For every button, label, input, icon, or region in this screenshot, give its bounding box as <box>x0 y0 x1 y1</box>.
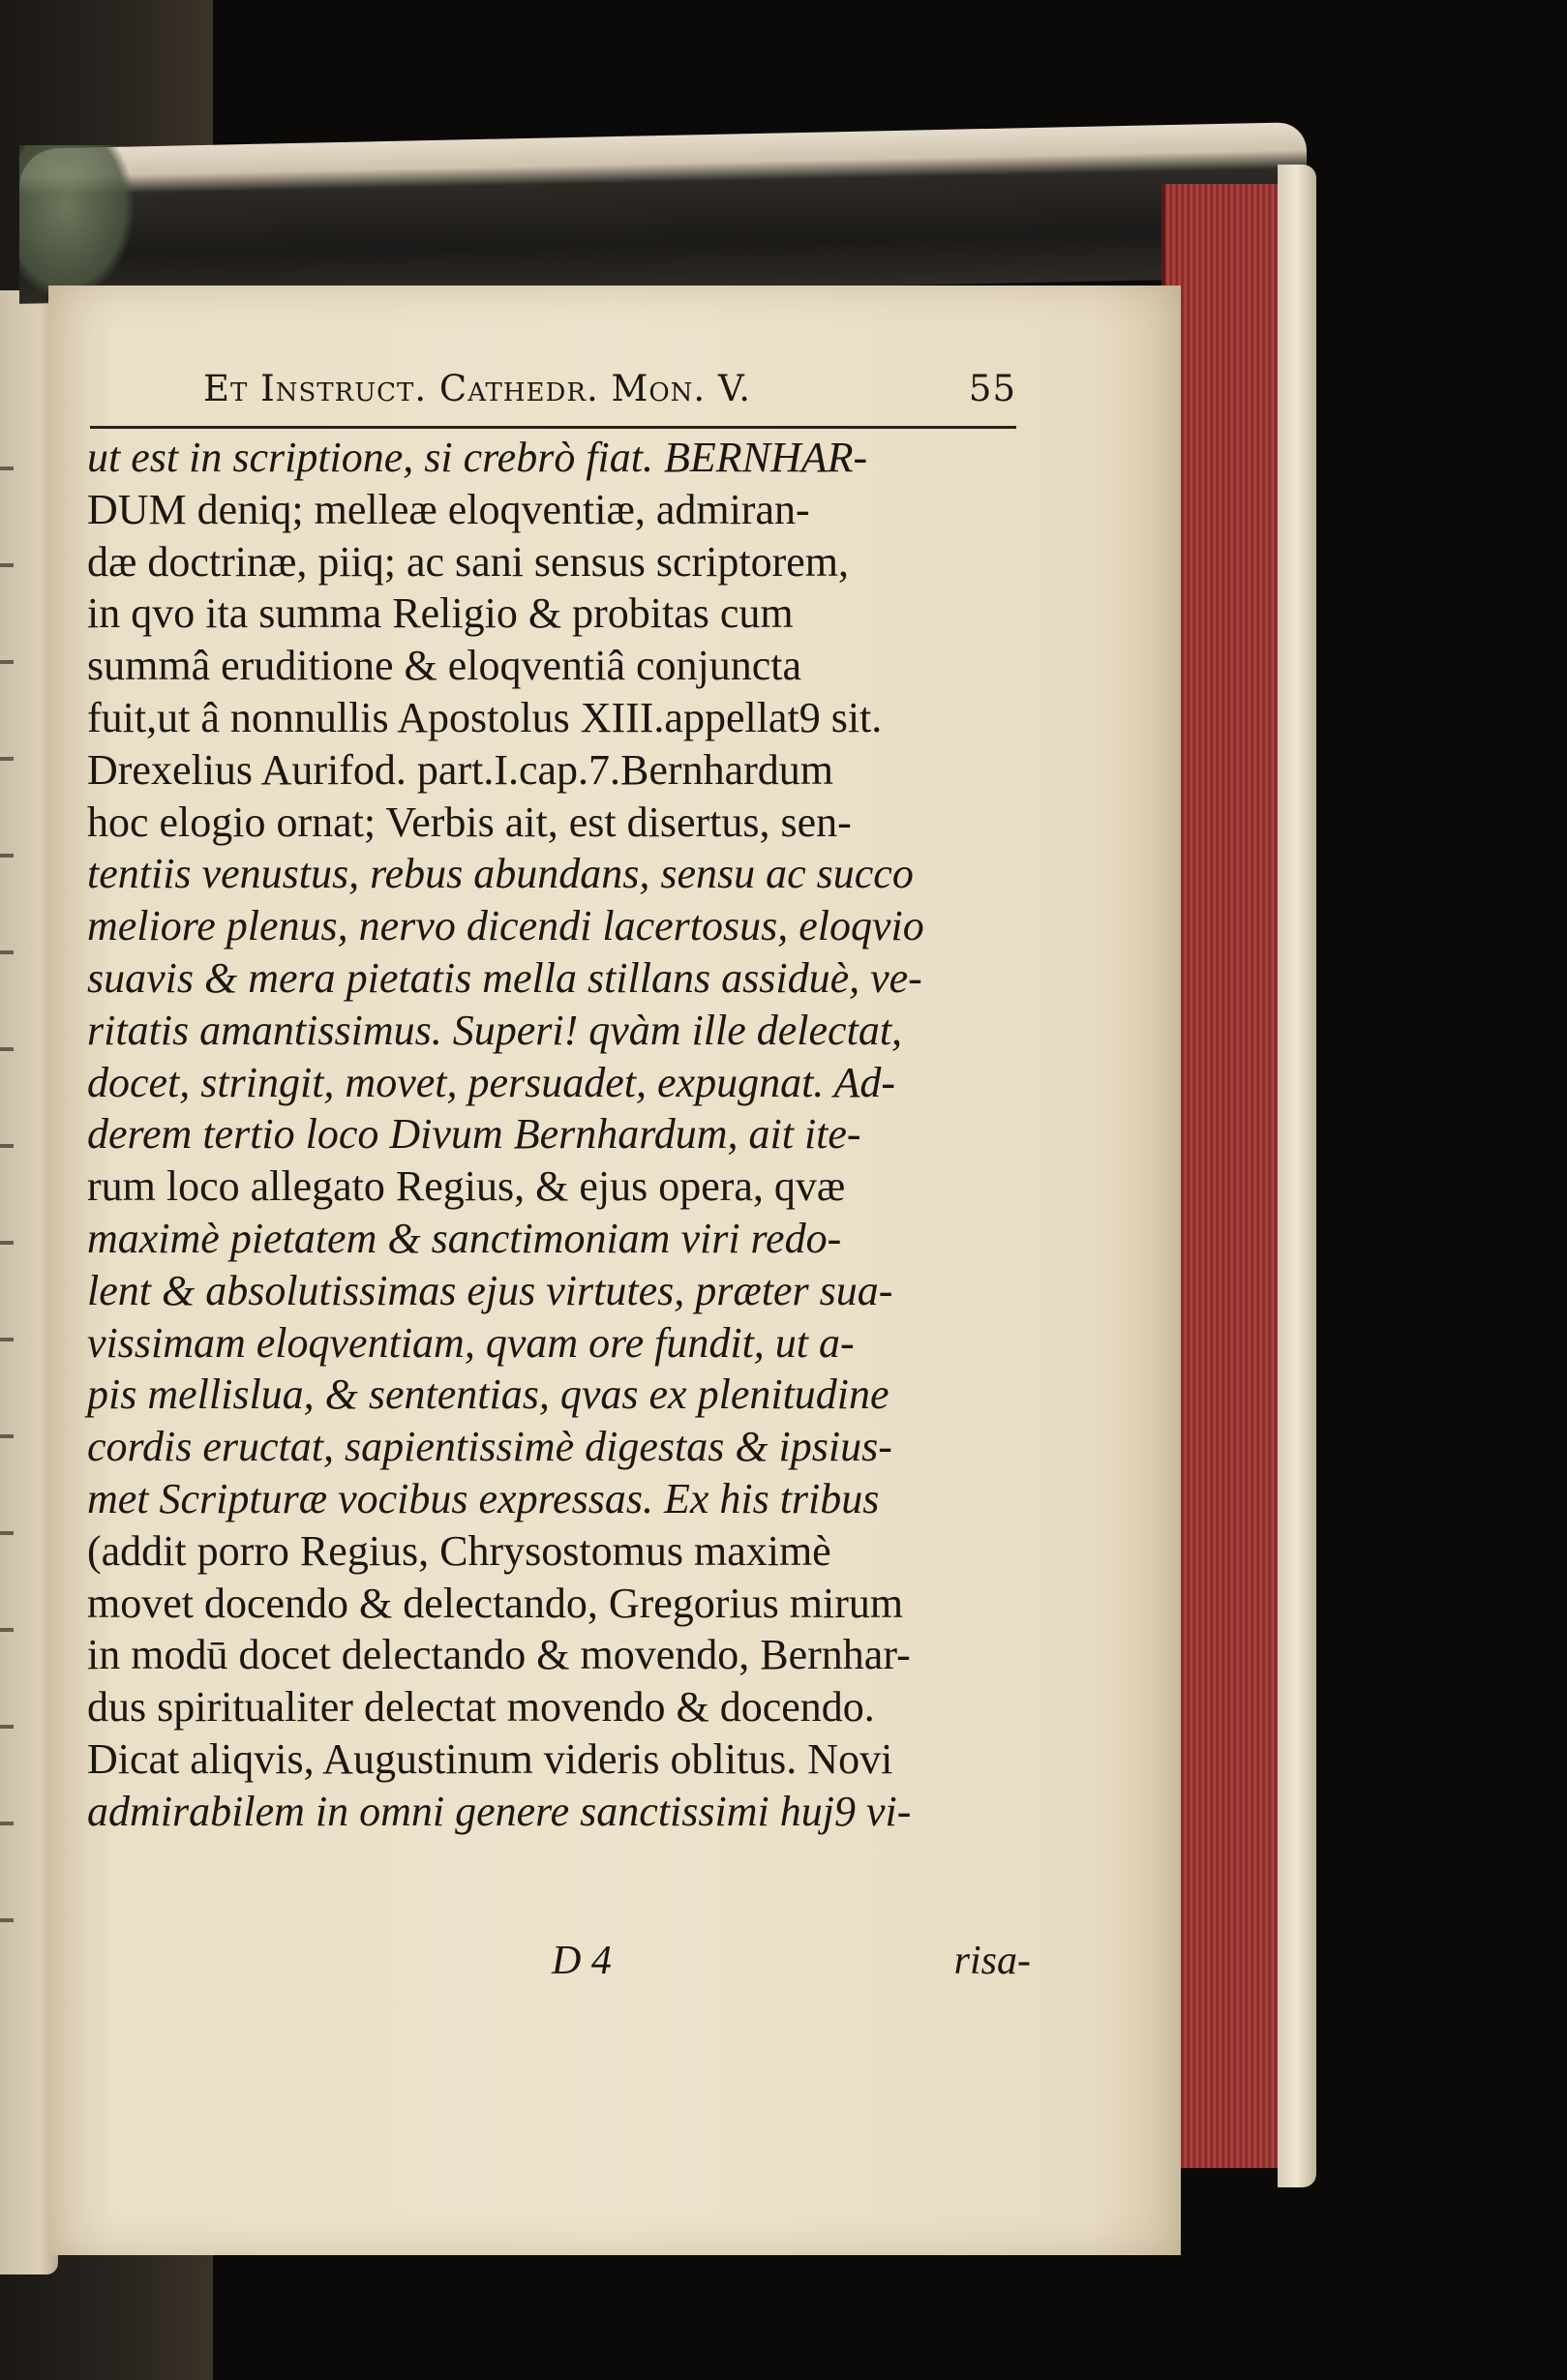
text-line: movet docendo & delectando, Gregorius mirum <box>87 1579 904 1627</box>
text-line: dæ doctrinæ, piiq; ac sani sensus scriptorem, <box>87 537 849 586</box>
text-line: maximè pietatem & sanctimoniam viri redo- <box>87 1214 842 1262</box>
body-text <box>87 432 1031 1838</box>
text-line: lent & absolutissimas ejus virtutes, præter sua- <box>87 1266 893 1314</box>
page-footer <box>552 1938 1031 1990</box>
text-line: dus spiritualiter delectat movendo & docendo. <box>87 1683 875 1732</box>
text-line: rum loco allegato Regius, & ejus opera, qvæ <box>87 1162 846 1211</box>
text-line: ritatis amantissimus. Superi! qvàm ille delectat, <box>87 1006 903 1054</box>
text-line: (addit porro Regius, Chrysostomus maximè <box>87 1526 831 1575</box>
text-line: Drexelius Aurifod. part.I.cap.7.Bernhardum <box>87 745 833 794</box>
text-line: derem tertio loco Divum Bernhardum, ait ite- <box>87 1110 861 1159</box>
text-line: DUM deniq; melleæ eloqventiæ, admiran- <box>87 485 810 533</box>
text-line: in qvo ita summa Religio & probitas cum <box>87 589 794 638</box>
text-line: summâ eruditione & eloqventiâ conjuncta <box>87 642 802 690</box>
text-line: cordis eructat, sapientissimè digestas & ipsius- <box>87 1423 892 1471</box>
facing-page-marks <box>0 416 14 2013</box>
text-line: meliore plenus, nervo dicendi lacertosus, eloqvio <box>87 902 924 950</box>
text-line: admirabilem in omni genere sanctissimi huj9 vi- <box>87 1787 912 1835</box>
running-title: Et Instruct. Cathedr. Mon. V. <box>203 368 751 409</box>
catchword: risa- <box>953 1939 1031 1983</box>
book-top-edge <box>19 122 1307 304</box>
text-line: docet, stringit, movet, persuadet, expugnat. Ad- <box>87 1058 896 1106</box>
red-page-edges <box>1161 184 1291 2168</box>
text-line: ut est in scriptione, si crebrò fiat. BERNHAR- <box>87 434 868 481</box>
cover-board-edge <box>1278 165 1316 2187</box>
text-line: met Scripturæ vocibus expressas. Ex his tribus <box>87 1474 880 1522</box>
text-line: in modū docet delectando & movendo, Bernhar- <box>87 1631 911 1679</box>
text-line: hoc elogio ornat; Verbis ait, est disertus, sen- <box>87 798 852 846</box>
running-head <box>203 368 1016 430</box>
text-line: suavis & mera pietatis mella stillans assiduè, ve- <box>87 953 922 1002</box>
text-line: Dicat aliqvis, Augustinum videris oblitus. Novi <box>87 1734 893 1783</box>
page-number: 55 <box>968 368 1016 409</box>
text-line: fuit,ut â nonnullis Apostolus XIII.appellat9 sit. <box>87 693 883 741</box>
ribbon-bookmark <box>19 145 136 300</box>
signature-mark: D 4 <box>552 1939 612 1983</box>
text-line: pis mellislua, & sententias, qvas ex plenitudine <box>87 1371 889 1419</box>
text-line: vissimam eloqventiam, qvam ore fundit, ut a- <box>87 1318 855 1367</box>
header-rule <box>90 426 1016 429</box>
text-line: tentiis venustus, rebus abundans, sensu ac succo <box>87 850 914 898</box>
